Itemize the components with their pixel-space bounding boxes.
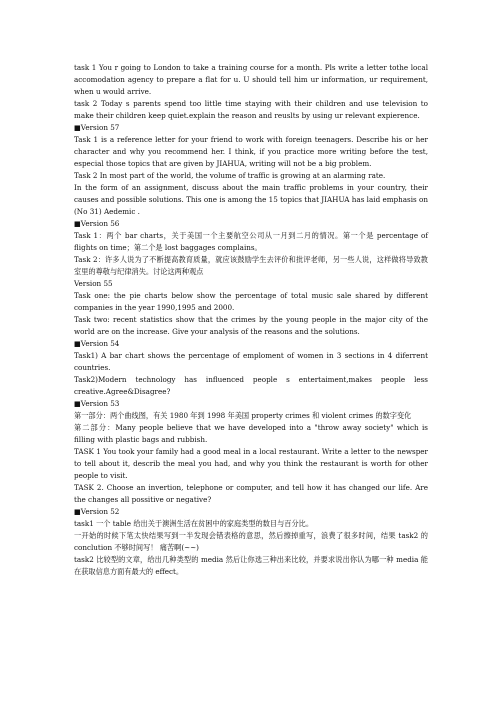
heading-version-52: ■Version 52 [74,507,120,516]
paragraph-v54-task2: Task2)Modern technology has influenced people s entertaiment,makes people less creative.Agree&Disagree? [74,375,428,396]
paragraph-v57-task2: Task 2 In most part of the world, the volume of traffic is growing at an alarming rate. [74,171,386,180]
paragraph-v55-task1: Task one: the pie charts below show the percentage of total music sale shared by different companies in the year 1990,1995 and 2000. [74,291,428,312]
paragraph-task2-parents: task 2 Today s parents spend too little time staying with their children and use television to make their children keep quiet.explain the reason and reuslts by using ur relevant expierence. [74,99,428,120]
heading-version-53: ■Version 53 [74,399,120,408]
paragraph-v56-task1: Task 1：两个 bar charts，关于美国一个主要航空公司从一月到二月的情况。第一个是 percentage of flights on time；第二个是 lost baggages complains。 [74,231,428,252]
paragraph-v54-task1: Task1) A bar chart shows the percentage of emploment of women in 3 sections in 4 diferrent countries. [74,351,428,372]
document-page [74,62,428,578]
heading-version-57: ■Version 57 [74,123,120,132]
paragraph-v57-task1: Task 1 is a reference letter for your friend to work with foreign teenagers. Describe his or her character and why you recommend her. I think, if you practice more writing before the test, especial those topics that are given by JIAHUA, writing will not be a big problem. [74,135,428,168]
paragraph-v53-task1: TASK 1 You took your family had a good meal in a local restaurant. Write a letter to the newsper to tell about it, describ the meal you had, and why you think the restaurant is worth for other people to visit. [74,447,428,480]
heading-version-55: Version 55 [74,279,113,288]
paragraph-v52-task2: task2 比较型的文章，给出几种类型的 media 然后让你选三种出来比较，并要求说出你认为哪一种 media 能在获取信息方面有最大的 effect。 [74,555,428,576]
paragraph-v53-part1: 第一部分：两个曲线图，有关 1980 年到 1998 年美国 property crimes 和 violent crimes 的数字变化 [74,411,412,420]
heading-version-56: ■Version 56 [74,219,120,228]
paragraph-v53-task2: TASK 2. Choose an invertion, telephone or computer, and tell how it has changed our life. Are the changes all possitive or negative? [74,483,428,504]
paragraph-v52-note: 一开始的时候下笔太快结果写到一半发现会错表格的意思，然后擦掉重写，浪费了很多时间，结果 task2 的 conclution 不够时间写！ 痛苦啊(~~) [74,531,428,552]
paragraph-v52-task1: task1 一个 table 给出关于澳洲生活在贫困中的家庭类型的数目与百分比。 [74,519,314,528]
paragraph-v57-assignment: In the form of an assignment, discuss about the main traffic problems in your country, their causes and possible solutions. This one is among the 15 topics that JIAHUA has laid emphasis on (No 31) Aedemic . [74,183,428,216]
paragraph-v55-task2: Task two: recent statistics show that the crimes by the young people in the major city of the world are on the increase. Give your analysis of the reasons and the solutions. [74,315,428,336]
paragraph-v56-task2: Task 2：许多人说为了不断提高教育质量，就应该鼓励学生去评价和批评老师，另一些人说，这样做将导致教室里的尊敬与纪律消失。讨论这两种观点 [74,255,428,276]
heading-version-54: ■Version 54 [74,339,120,348]
paragraph-v53-part2: 第二部分：Many people believe that we have developed into a "throw away society" which is filling with plastic bags and rubbish. [74,423,428,444]
paragraph-task1-london: task 1 You r going to London to take a training course for a month. Pls write a letter tothe local accomodation agency to prepare a flat for u. U should tell him ur information, ur requirement, when u would arrive. [74,63,428,96]
